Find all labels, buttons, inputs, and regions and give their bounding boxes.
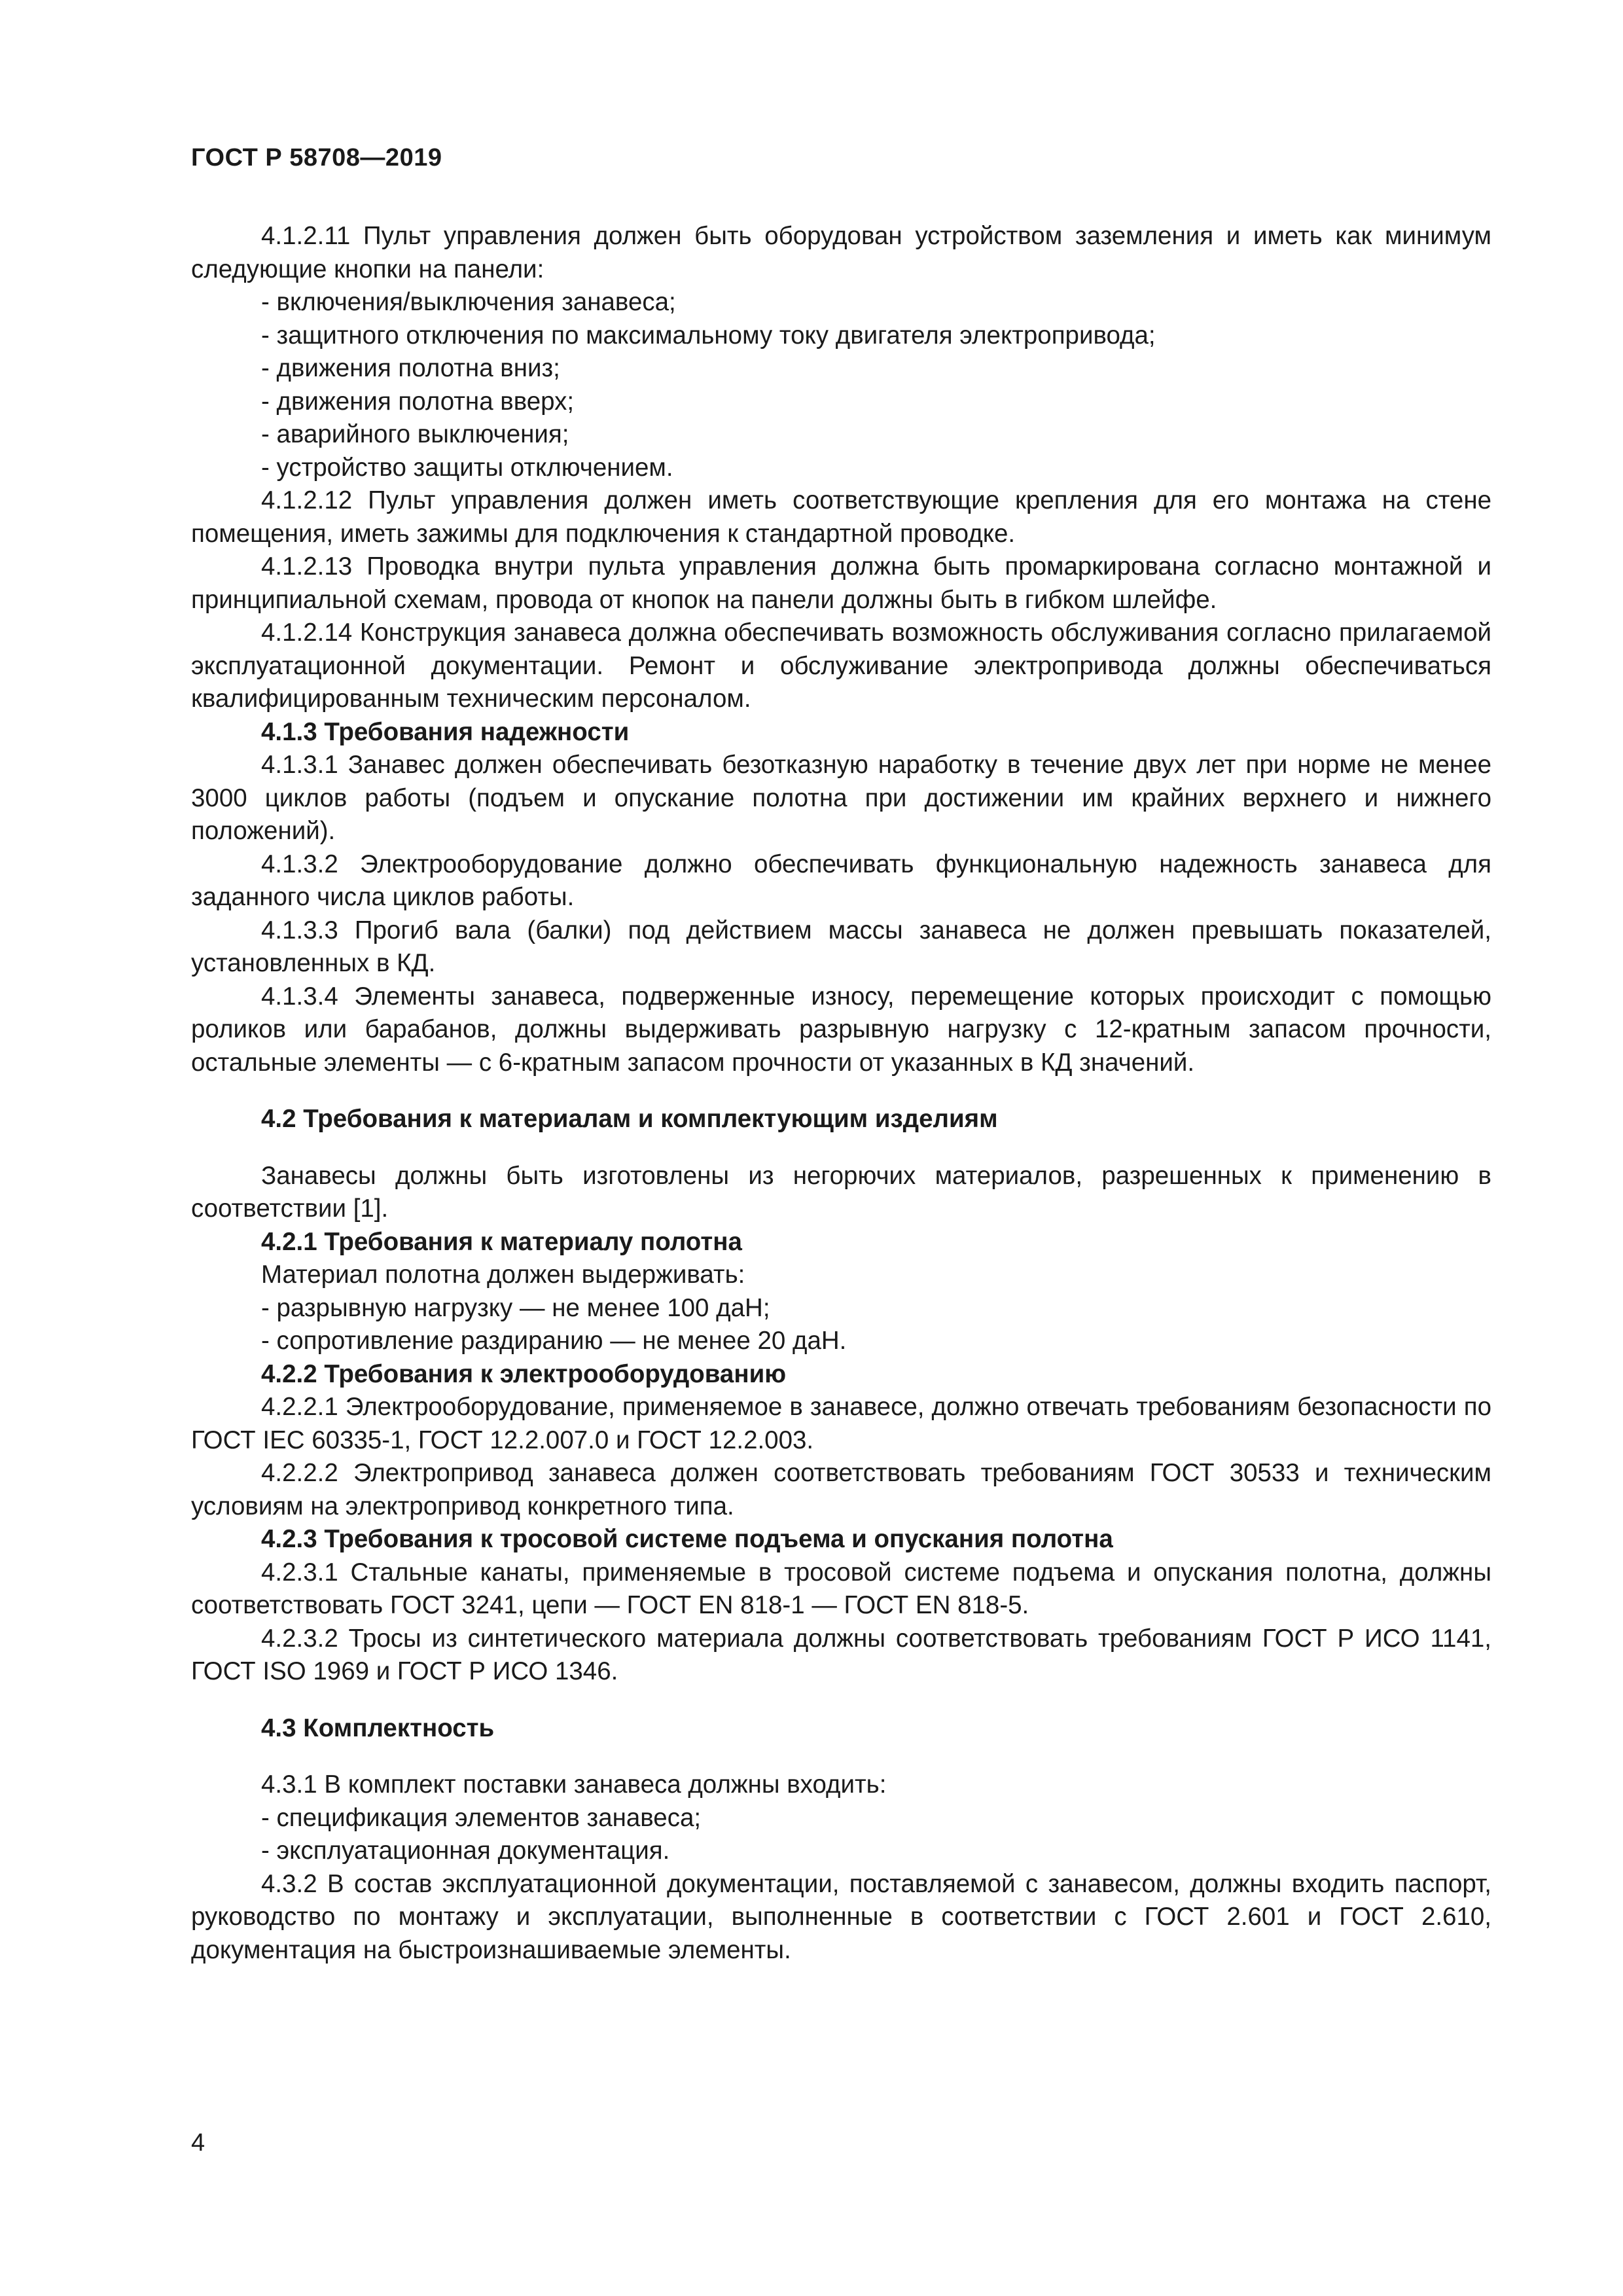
subsection-heading-4-2-3: 4.2.3 Требования к тросовой системе подъема и опускания полотна [261,1525,1113,1553]
list-item: - включения/выключения занавеса; [261,288,676,316]
list-item: - движения полотна вверх; [261,387,575,416]
clause-4-1-3-4: 4.1.3.4 Элементы занавеса, подверженные износу, перемещение которых происходит с помощью роликов или барабанов, должны выдерживать разрывную нагрузку с 12-кратным запасом прочности, остальные элементы — с 6-кратным запасом прочности от указанных в КД значений. [191,982,1491,1077]
document-header: ГОСТ Р 58708—2019 [191,144,442,171]
list-item: - движения полотна вниз; [261,354,560,382]
list-item: - сопротивление раздиранию — не менее 20 даН. [261,1327,847,1355]
clause-4-1-2-11: 4.1.2.11 Пульт управления должен быть оборудован устройством заземления и иметь как минимум следующие кнопки на панели: [191,222,1491,283]
page-number: 4 [191,2129,205,2157]
list-item: - разрывную нагрузку — не менее 100 даН; [261,1293,770,1322]
clause-4-2-3-2: 4.2.3.2 Тросы из синтетического материала должны соответствовать требованиям ГОСТ Р ИСО 1141, ГОСТ ISO 1969 и ГОСТ Р ИСО 1346. [191,1624,1491,1685]
document-body [191,220,1491,1967]
clause-4-1-2-14: 4.1.2.14 Конструкция занавеса должна обеспечивать возможность обслуживания согласно прилагаемой эксплуатационной документации. Ремонт и обслуживание электропривода должны обеспечиваться квалифицированным техническим персоналом. [191,619,1491,713]
subsection-heading-4-2-1: 4.2.1 Требования к материалу полотна [261,1227,742,1256]
list-item: - эксплуатационная документация. [261,1837,670,1865]
subsection-heading-4-1-3: 4.1.3 Требования надежности [261,717,630,746]
list-item: - спецификация элементов занавеса; [261,1803,702,1832]
subsection-heading-4-2-2: 4.2.2 Требования к электрооборудованию [261,1359,787,1388]
clause-4-2-2-1: 4.2.2.1 Электрооборудование, применяемое в занавесе, должно отвечать требованиям безопасности по ГОСТ IEC 60335-1, ГОСТ 12.2.007.0 и ГОСТ 12.2.003. [191,1393,1491,1454]
clause-4-2-3-1: 4.2.3.1 Стальные канаты, применяемые в тросовой системе подъема и опускания полотна, должны соответствовать ГОСТ 3241, цепи — ГОСТ EN 818-1 — ГОСТ EN 818-5. [191,1558,1491,1619]
clause-4-3-2: 4.3.2 В состав эксплуатационной документации, поставляемой с занавесом, должны входить паспорт, руководство по монтажу и эксплуатации, выполненные в соответствии с ГОСТ 2.601 и ГОСТ 2.610, документация на быстроизнашиваемые элементы. [191,1869,1491,1964]
section-heading-4-3: 4.3 Комплектность [261,1713,495,1742]
section-heading-4-2: 4.2 Требования к материалам и комплектующим изделиям [261,1105,998,1133]
paragraph-4-2-1-intro: Материал полотна должен выдерживать: [261,1261,745,1289]
list-item: - устройство защиты отключением. [261,453,673,482]
list-item: - защитного отключения по максимальному току двигателя электропривода; [261,321,1156,350]
clause-4-1-3-3: 4.1.3.3 Прогиб вала (балки) под действием массы занавеса не должен превышать показателей, установленных в КД. [191,916,1491,977]
paragraph-4-2-intro: Занавесы должны быть изготовлены из негорючих материалов, разрешенных к применению в соответствии [1]. [191,1161,1491,1223]
list-item: - аварийного выключения; [261,420,569,448]
clause-4-1-3-1: 4.1.3.1 Занавес должен обеспечивать безотказную наработку в течение двух лет при норме не менее 3000 циклов работы (подъем и опускание полотна при достижении им крайних верхнего и нижнего положений). [191,751,1491,845]
clause-4-2-2-2: 4.2.2.2 Электропривод занавеса должен соответствовать требованиям ГОСТ 30533 и техническим условиям на электропривод конкретного типа. [191,1459,1491,1520]
clause-4-1-2-12: 4.1.2.12 Пульт управления должен иметь соответствующие крепления для его монтажа на стене помещения, иметь зажимы для подключения к стандартной проводке. [191,486,1491,548]
clause-4-1-3-2: 4.1.3.2 Электрооборудование должно обеспечивать функциональную надежность занавеса для заданного числа циклов работы. [191,850,1491,911]
clause-4-3-1: 4.3.1 В комплект поставки занавеса должны входить: [261,1770,887,1799]
clause-4-1-2-13: 4.1.2.13 Проводка внутри пульта управления должна быть промаркирована согласно монтажной и принципиальной схемам, провода от кнопок на панели должны быть в гибком шлейфе. [191,552,1491,614]
